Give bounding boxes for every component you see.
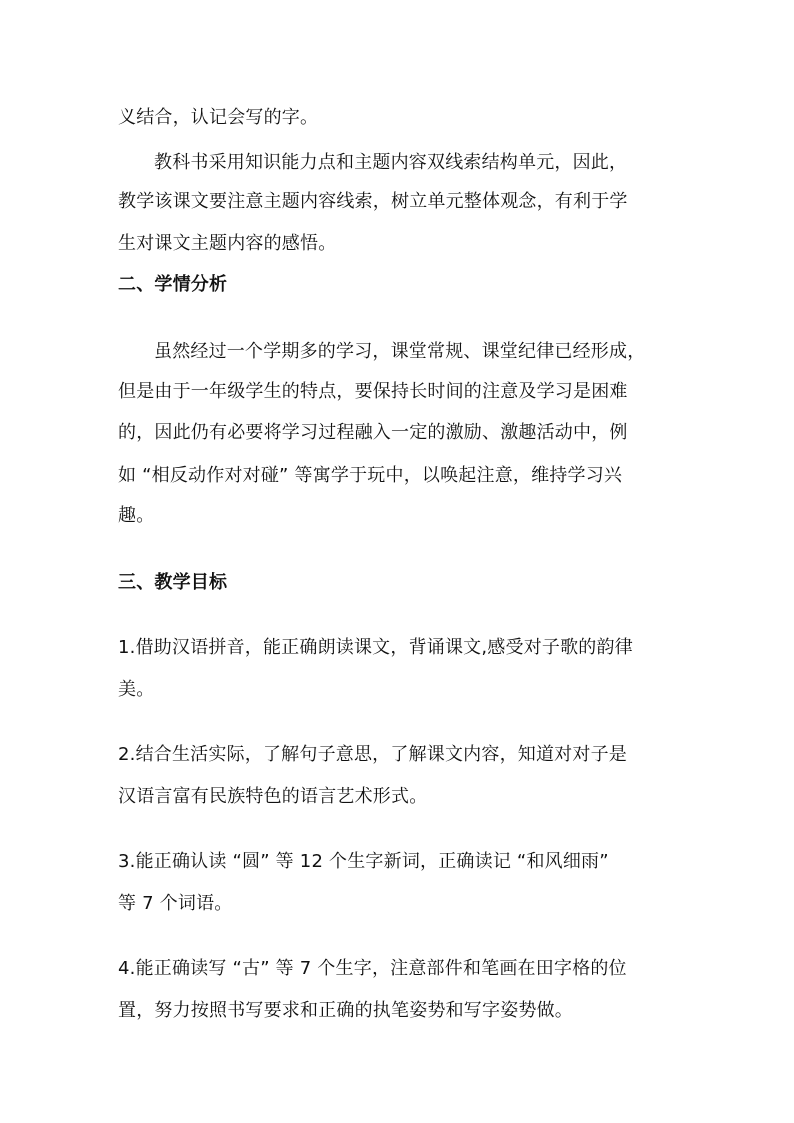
goal-4-line-2: 置，努力按照书写要求和正确的执笔姿势和写字姿势做。 [118, 1000, 573, 1021]
goal-2-line-2: 汉语言富有民族特色的语言艺术形式。 [118, 786, 428, 807]
goal-3-line-1: 3.能正确认读 “圆” 等 12 个生字新词，正确读记 “和风细雨” [118, 851, 609, 872]
goal-1-line-2: 美。 [118, 679, 155, 700]
section2-line-5: 趣。 [118, 505, 155, 526]
section2-heading: 二、学情分析 [118, 274, 228, 295]
section3-heading: 三、教学目标 [118, 572, 228, 593]
intro-line-2: 教科书采用知识能力点和主题内容双线索结构单元，因此， [154, 152, 628, 173]
section2-line-1: 虽然经过一个学期多的学习，课堂常规、课堂纪律已经形成， [154, 341, 646, 362]
section2-line-2: 但是由于一年级学生的特点，要保持长时间的注意及学习是困难 [118, 381, 628, 402]
section2-line-3: 的，因此仍有必要将学习过程融入一定的激励、激趣活动中，例 [118, 422, 628, 443]
goal-2-line-1: 2.结合生活实际，了解句子意思，了解课文内容，知道对对子是 [118, 744, 627, 765]
intro-line-1: 义结合，认记会写的字。 [118, 107, 319, 128]
intro-line-4: 生对课文主题内容的感悟。 [118, 233, 337, 254]
goal-3-line-2: 等 7 个词语。 [118, 893, 233, 914]
intro-line-3: 教学该课文要注意主题内容线索，树立单元整体观念，有利于学 [118, 191, 628, 212]
section2-line-4: 如 “相反动作对对碰” 等寓学于玩中，以唤起注意，维持学习兴 [118, 465, 623, 486]
goal-4-line-1: 4.能正确读写 “古” 等 7 个生字，注意部件和笔画在田字格的位 [118, 958, 627, 979]
goal-1-line-1: 1.借助汉语拼音，能正确朗读课文，背诵课文,感受对子歌的韵律 [118, 637, 633, 658]
